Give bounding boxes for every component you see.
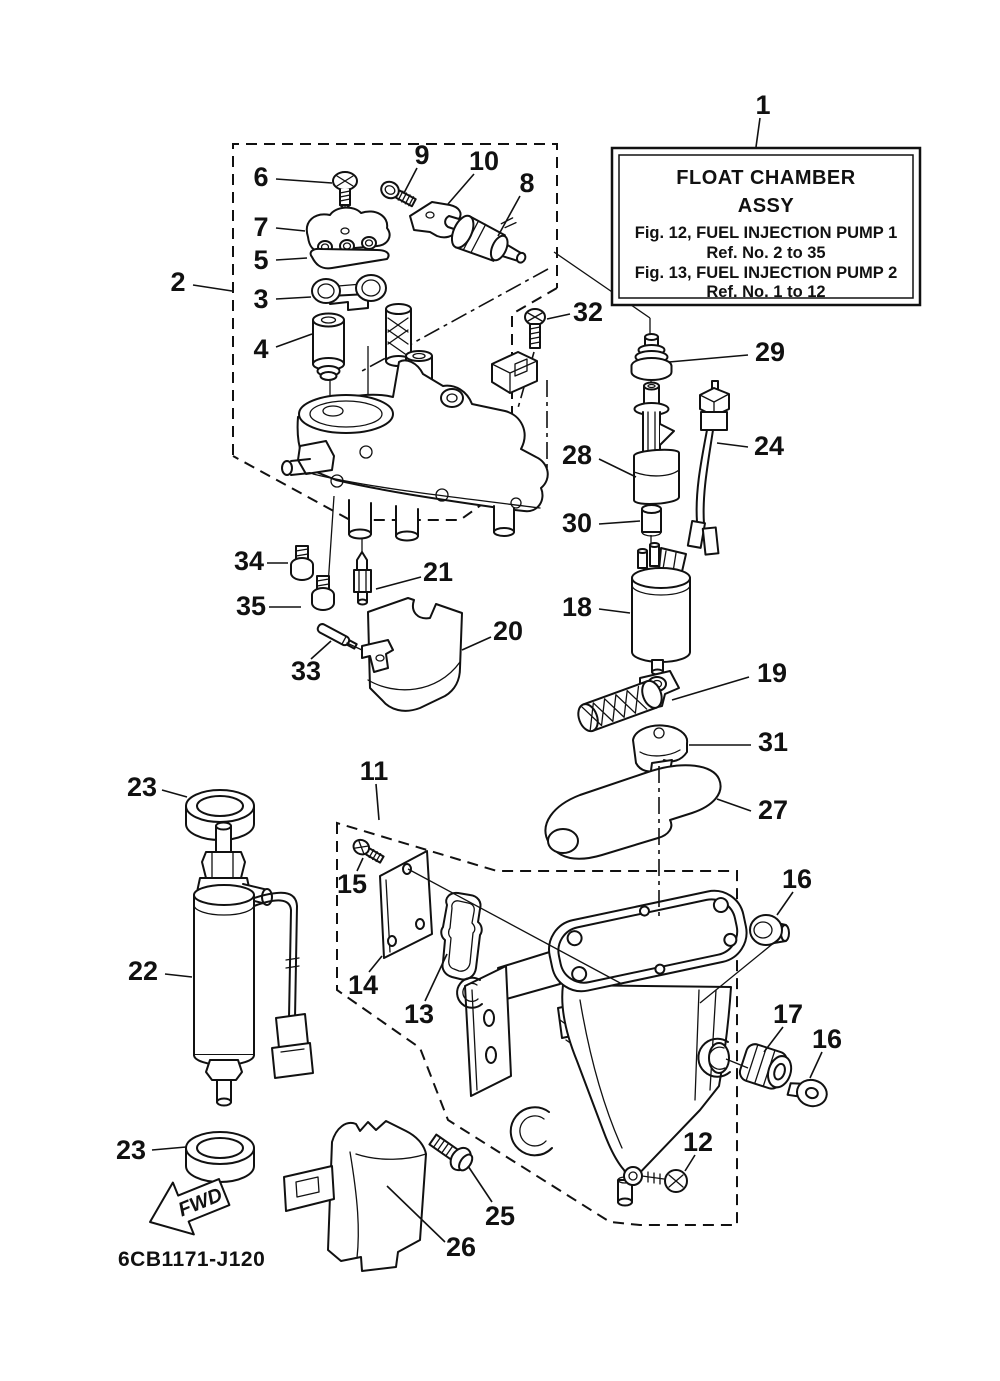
- part-label-6: 6: [253, 162, 269, 192]
- part-6-screw: [333, 172, 357, 209]
- part-label-20: 20: [492, 616, 524, 646]
- leader-line-part-7: [276, 228, 305, 231]
- part-label-10: 10: [468, 146, 500, 176]
- part-label-9: 9: [414, 140, 430, 170]
- leader-line-part-23: [152, 1147, 186, 1150]
- leader-line-part-18: [599, 609, 630, 613]
- part-label-4: 4: [253, 334, 269, 364]
- leader-line-part-10: [448, 174, 474, 204]
- leader-line-part-11: [376, 784, 379, 820]
- part-label-31: 31: [757, 727, 789, 757]
- part-18-fuel-pump: [632, 543, 690, 675]
- part-21-nipple: [354, 552, 371, 605]
- part-28-holder: [634, 383, 679, 504]
- leader-line-part-19: [672, 677, 749, 700]
- part-label-16: 16: [781, 864, 813, 894]
- leader-line-part-24: [717, 443, 748, 447]
- info-box-fig13-line: Fig. 13, FUEL INJECTION PUMP 2: [634, 264, 898, 282]
- part-label-13: 13: [403, 999, 435, 1029]
- part-label-3: 3: [253, 284, 269, 314]
- part-15-screw: [351, 837, 386, 865]
- part-label-18: 18: [561, 592, 593, 622]
- part-35-bolt: [312, 576, 334, 610]
- part-7-cover: [307, 208, 390, 253]
- part-26-bracket: [284, 1121, 426, 1271]
- leader-line-part-21: [376, 577, 421, 589]
- part-label-32: 32: [572, 297, 604, 327]
- leader-line-part-1: [756, 118, 760, 147]
- part-label-28: 28: [561, 440, 593, 470]
- fwd-label: FWD: [175, 1183, 226, 1222]
- part-20-cover: [347, 598, 462, 711]
- part-label-34: 34: [233, 546, 265, 576]
- part-14-plate: [380, 851, 432, 958]
- leader-line-part-6: [276, 179, 332, 183]
- part-label-21: 21: [422, 557, 454, 587]
- part-19-strainer: [575, 671, 679, 734]
- leader-line-part-32: [547, 314, 570, 319]
- part-22-fuel-pump-2: [194, 823, 313, 1106]
- part-4-filter: [313, 314, 344, 381]
- part-label-12: 12: [682, 1127, 714, 1157]
- part-label-30: 30: [561, 508, 593, 538]
- leader-line-part-5: [276, 258, 307, 260]
- leader-line-part-2: [193, 285, 232, 291]
- part-label-24: 24: [753, 431, 785, 461]
- part-label-17: 17: [772, 999, 804, 1029]
- part-label-7: 7: [253, 212, 269, 242]
- leader-line-part-3: [276, 297, 311, 299]
- info-box: [612, 148, 920, 305]
- leader-line-part-25: [468, 1166, 492, 1202]
- part-label-25: 25: [484, 1201, 516, 1231]
- leader-line-part-28: [599, 459, 636, 477]
- leader-line-part-9: [404, 168, 417, 193]
- part-16-grommet-bottom: [786, 1075, 829, 1110]
- info-box-ref13-line: Ref. No. 1 to 12: [706, 283, 826, 301]
- part-label-19: 19: [756, 658, 788, 688]
- part-8-valve: [448, 198, 539, 275]
- part-label-23: 23: [126, 772, 158, 802]
- leader-line-part-17: [764, 1027, 783, 1052]
- part-label-8: 8: [519, 168, 535, 198]
- part-12-screw: [624, 1167, 687, 1192]
- float-chamber-body: [562, 985, 731, 1206]
- part-16-grommet-top: [750, 915, 789, 945]
- part-label-29: 29: [754, 337, 786, 367]
- part-label-5: 5: [253, 245, 269, 275]
- part-label-22: 22: [127, 956, 159, 986]
- info-box-title-line2: ASSY: [737, 195, 795, 217]
- part-30-spacer: [642, 505, 661, 536]
- leader-line-part-20: [462, 637, 491, 650]
- part-24-lead-wire: [688, 381, 729, 555]
- part-27-gasket: [545, 765, 720, 859]
- info-box-title-line1: FLOAT CHAMBER: [676, 167, 856, 189]
- leader-line-part-29: [669, 355, 748, 362]
- part-label-11: 11: [359, 756, 389, 786]
- part-label-27: 27: [757, 795, 789, 825]
- part-label-26: 26: [445, 1232, 477, 1262]
- part-9-bolt: [378, 179, 417, 210]
- leader-line-part-8: [498, 196, 520, 236]
- leader-line-part-27: [717, 799, 751, 811]
- leader-line-part-23: [162, 790, 187, 797]
- part-label-14: 14: [347, 970, 379, 1000]
- part-label-23: 23: [115, 1135, 147, 1165]
- part-34-bolt: [291, 546, 313, 580]
- part-29-grommet: [632, 334, 672, 380]
- part-23-ring-bottom: [186, 1132, 254, 1182]
- leader-line-part-16: [810, 1052, 822, 1078]
- part-label-1: 1: [755, 90, 771, 120]
- leader-line-part-16: [777, 892, 793, 915]
- info-box-fig12-line: Fig. 12, FUEL INJECTION PUMP 1: [634, 224, 898, 242]
- drawing-code: 6CB1171-J120: [118, 1248, 266, 1271]
- diagram-line-art: [140, 172, 830, 1271]
- leader-line-part-13: [425, 954, 447, 1001]
- part-32-screw: [525, 309, 545, 348]
- leader-line-part-30: [599, 521, 640, 524]
- part-label-15: 15: [336, 869, 368, 899]
- leader-line-part-22: [165, 974, 192, 977]
- part-33-pin: [316, 623, 357, 651]
- leader-line-part-12: [685, 1155, 695, 1171]
- leader-line-part-4: [276, 334, 312, 347]
- info-box-ref12-line: Ref. No. 2 to 35: [706, 244, 826, 262]
- part-label-16: 16: [811, 1024, 843, 1054]
- part-label-35: 35: [235, 591, 267, 621]
- part-label-33: 33: [290, 656, 322, 686]
- part-5-gasket: [311, 249, 389, 269]
- part-label-2: 2: [170, 267, 186, 297]
- float-chamber-flange: [543, 885, 752, 997]
